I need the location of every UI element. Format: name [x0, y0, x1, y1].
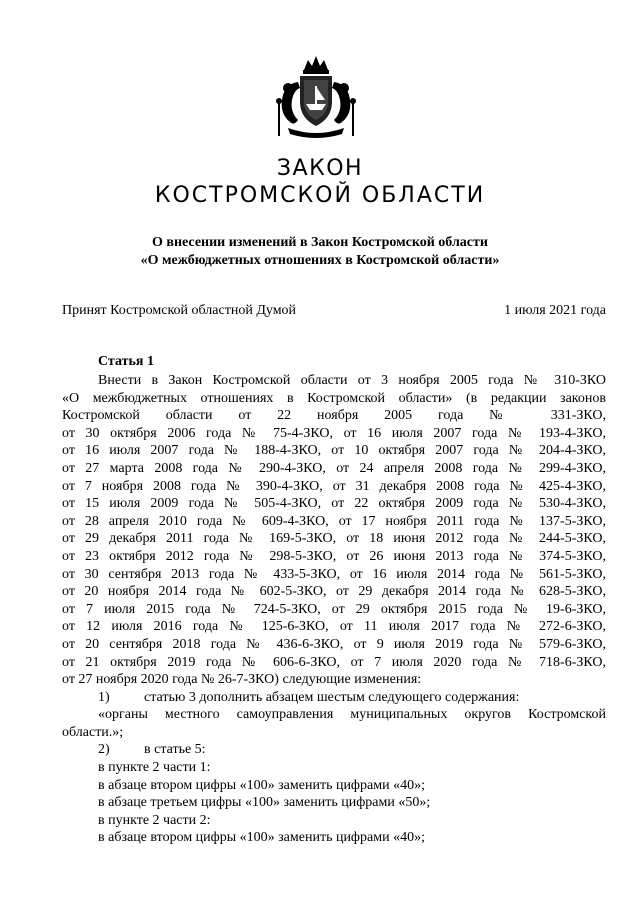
adoption-date: 1 июля 2021 года: [504, 303, 606, 318]
item-text: статью 3 дополнить абзацем шестым следующего содержания:: [144, 689, 520, 705]
intro-line-last: от 27 ноября 2020 года № 26-7-ЗКО) следующие изменения:: [62, 672, 422, 688]
item-number: 2): [98, 742, 110, 758]
adoption-info: [62, 303, 606, 319]
intro-line: от 30 сентября 2013 года № 433-5-ЗКО, от 16 июля 2014 года № 561-5-ЗКО,: [62, 566, 606, 582]
intro-line: «О межбюджетных отношениях в Костромской области» (в редакции законов: [62, 390, 606, 406]
intro-line: от 28 апреля 2010 года № 609-4-ЗКО, от 17 ноября 2011 года № 137-5-ЗКО,: [62, 513, 606, 529]
article-heading: Статья 1: [98, 354, 154, 369]
intro-line: от 16 июля 2007 года № 188-4-ЗКО, от 10 октября 2007 года № 204-4-ЗКО,: [62, 443, 606, 459]
article-body: [62, 372, 606, 847]
law-subtitle-line-2: «О межбюджетных отношениях в Костромской области»: [140, 253, 500, 268]
intro-line: от 12 июля 2016 года № 125-6-ЗКО, от 11 июля 2017 года № 272-6-ЗКО,: [62, 619, 606, 635]
law-title: ЗАКОН: [276, 156, 364, 181]
amendment-item-1: [62, 689, 606, 707]
intro-line: от 7 ноября 2008 года № 390-4-ЗКО, от 31 декабря 2008 года № 425-4-ЗКО,: [62, 478, 606, 494]
intro-line: от 27 марта 2008 года № 290-4-ЗКО, от 24 апреля 2008 года № 299-4-ЗКО,: [62, 460, 606, 476]
adopted-by: Принят Костромской областной Думой: [62, 303, 297, 318]
intro-line: Костромской области от 22 ноября 2005 года № 331-ЗКО,: [62, 408, 606, 424]
law-subtitle-line-1: О внесении изменений в Закон Костромской области: [152, 235, 488, 250]
intro-line: Внести в Закон Костромской области от 3 ноября 2005 года № 310-ЗКО: [98, 373, 606, 388]
quote-line-end: области.»;: [62, 724, 124, 740]
intro-line: от 20 ноября 2014 года № 602-5-ЗКО, от 29 декабря 2014 года № 628-5-ЗКО,: [62, 584, 606, 600]
intro-line: от 29 декабря 2011 года № 169-5-ЗКО, от 18 июня 2012 года № 244-5-ЗКО,: [62, 531, 606, 547]
item-text: в статье 5:: [144, 742, 206, 758]
intro-line: от 15 июля 2009 года № 505-4-ЗКО, от 22 октября 2009 года № 530-4-ЗКО,: [62, 496, 606, 512]
sub-item: в пункте 2 части 2:: [98, 812, 211, 828]
region-title: КОСТРОМСКОЙ ОБЛАСТИ: [154, 183, 486, 208]
sub-item: в абзаце втором цифры «100» заменить цифрами «40»;: [98, 777, 425, 793]
coat-of-arms-icon: [270, 52, 362, 144]
item-number: 1): [98, 689, 110, 705]
amendment-item-2: [62, 741, 606, 759]
intro-line: от 30 октября 2006 года № 75-4-ЗКО, от 16 июля 2007 года № 193-4-ЗКО,: [62, 425, 606, 441]
intro-line: от 7 июля 2015 года № 724-5-ЗКО, от 29 октября 2015 года № 19-6-ЗКО,: [62, 601, 606, 617]
intro-line: от 23 октября 2012 года № 298-5-ЗКО, от 26 июня 2013 года № 374-5-ЗКО,: [62, 548, 606, 564]
quote-line: «органы местного самоуправления муниципальных округов Костромской: [98, 707, 606, 723]
sub-item: в пункте 2 части 1:: [98, 760, 211, 776]
intro-line: от 20 сентября 2018 года № 436-6-ЗКО, от 9 июля 2019 года № 579-6-ЗКО,: [62, 636, 606, 652]
intro-line: от 21 октября 2019 года № 606-6-ЗКО, от 7 июля 2020 года № 718-6-ЗКО,: [62, 654, 606, 670]
sub-item: в абзаце втором цифры «100» заменить цифрами «40»;: [98, 830, 425, 846]
sub-item: в абзаце третьем цифры «100» заменить цифрами «50»;: [98, 795, 431, 811]
